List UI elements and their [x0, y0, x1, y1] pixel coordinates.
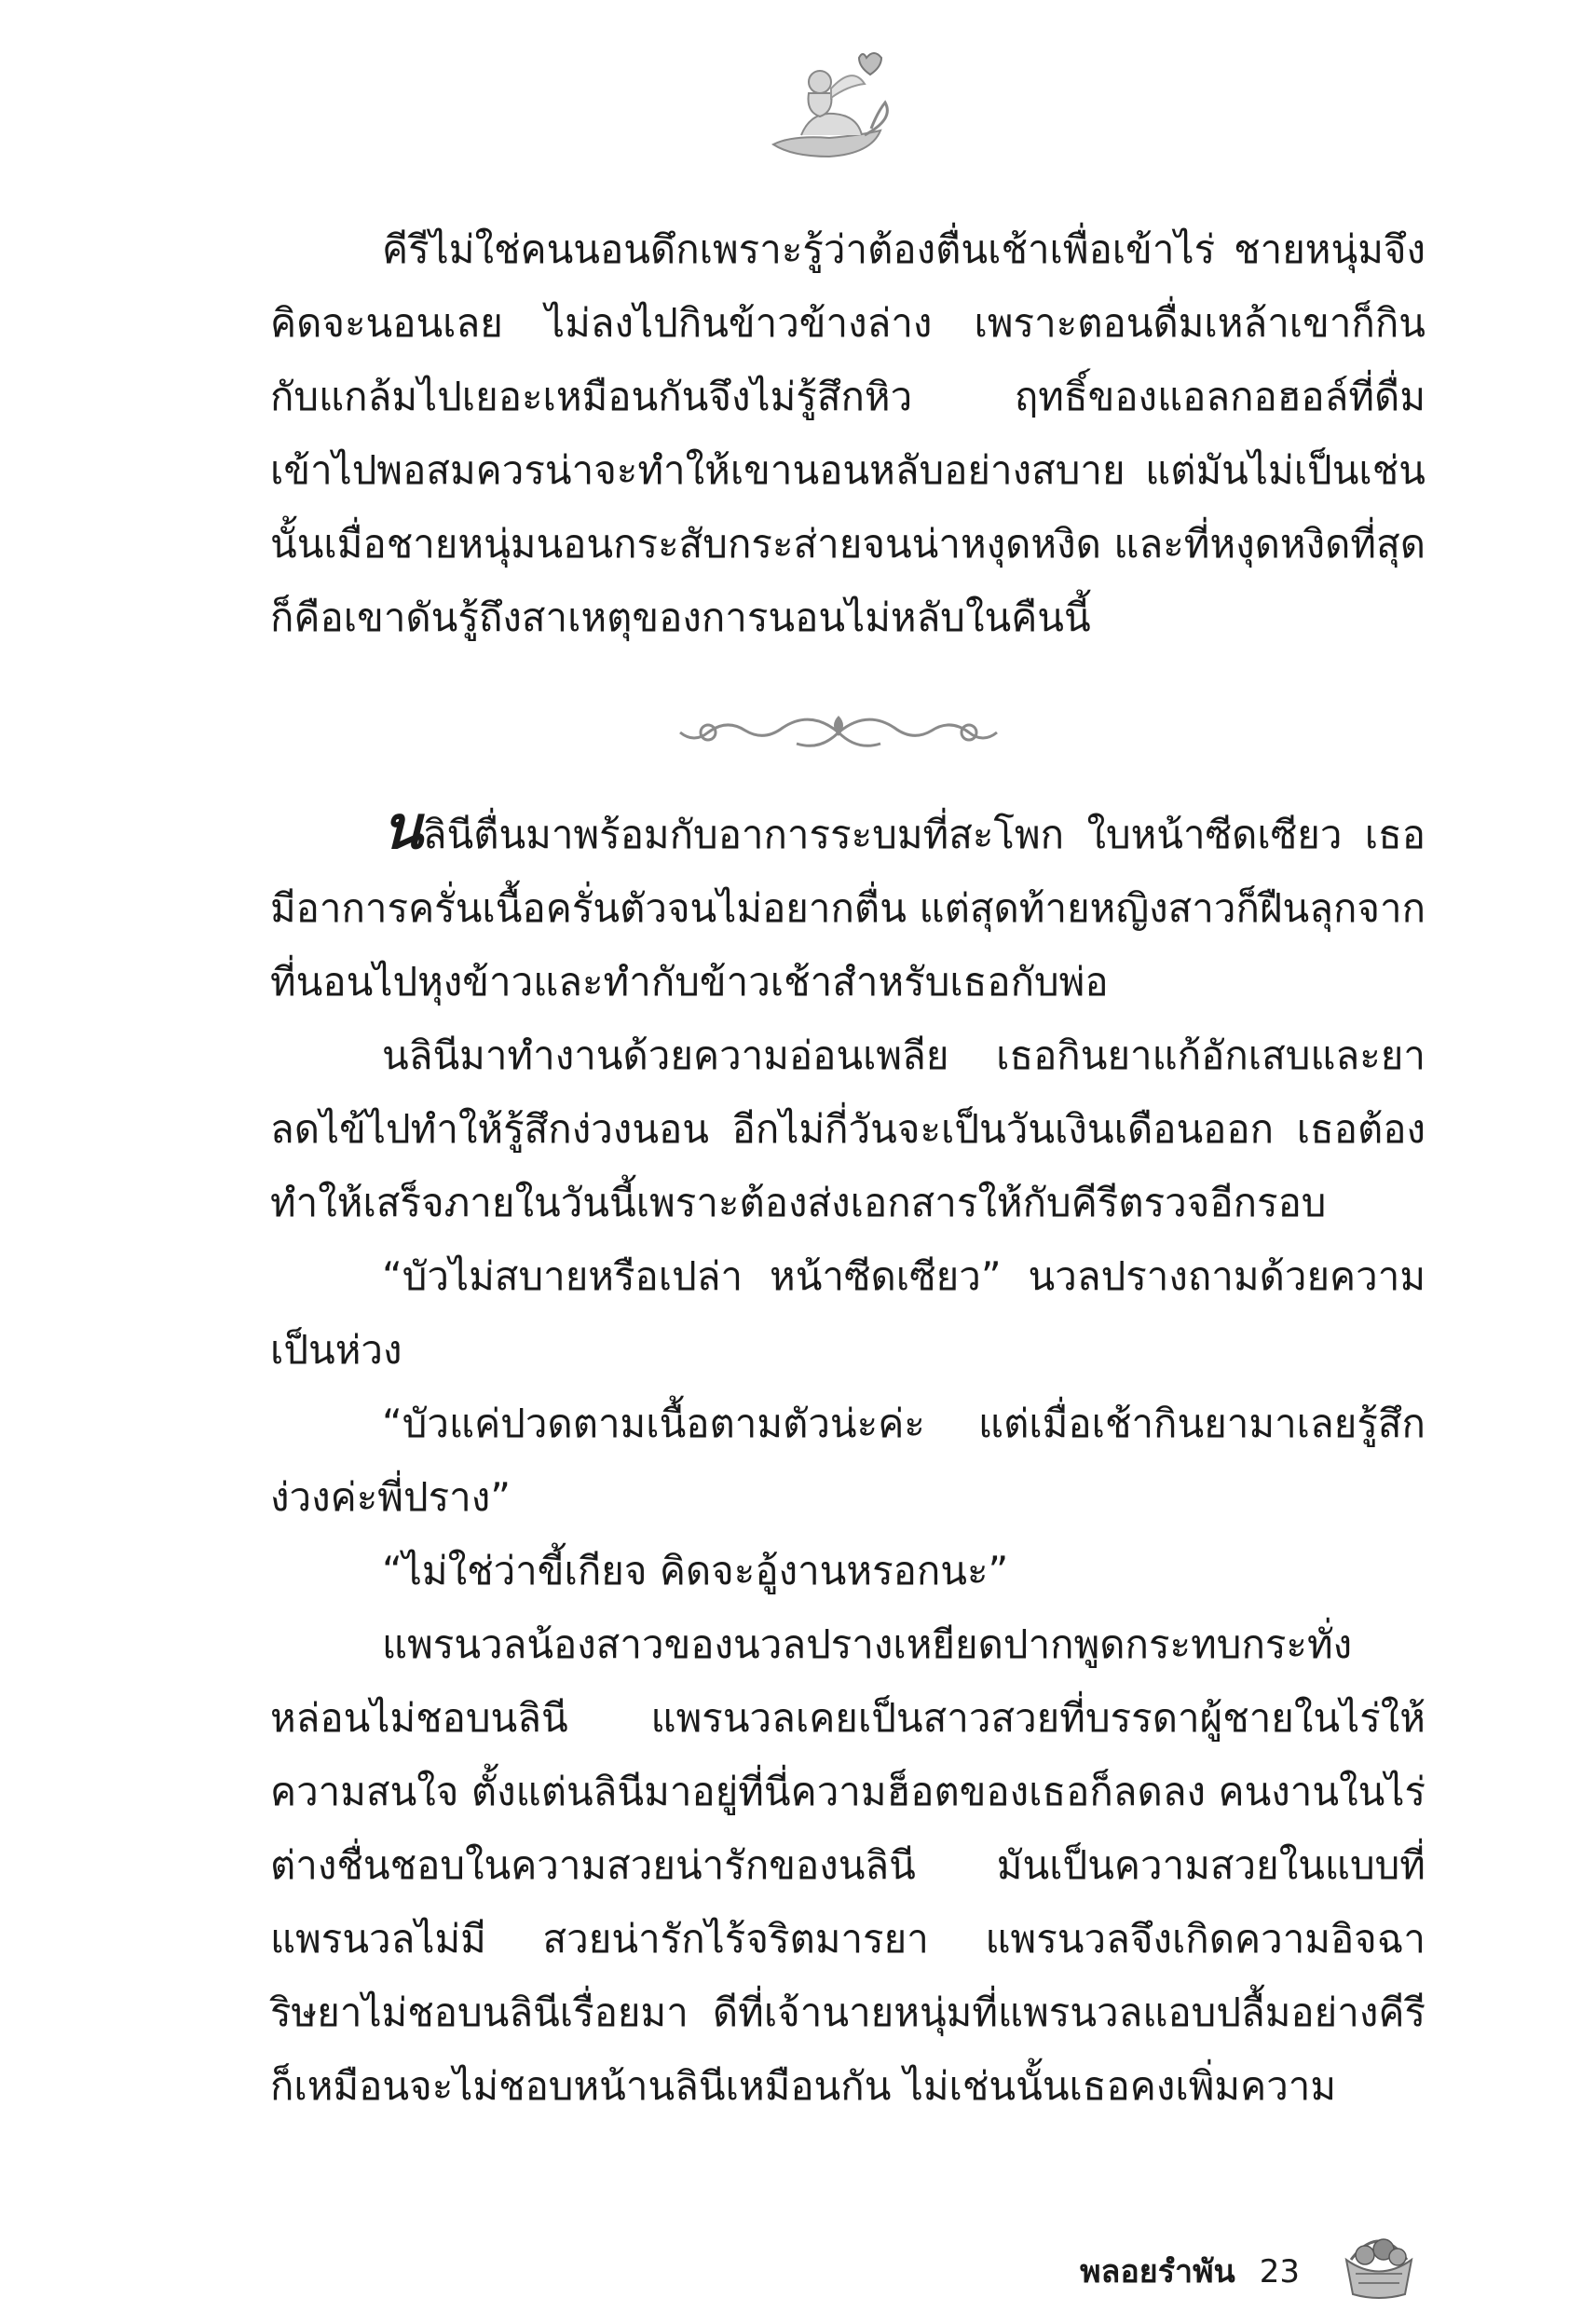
book-title: พลอยรำพัน	[1080, 2253, 1235, 2290]
paragraph: คีรีไม่ใช่คนนอนดึกเพราะรู้ว่าต้องตื่นเช้าเพื่อเข้าไร่ ชายหนุ่มจึงคิดจะนอนเลย ไม่ลงไปกินข้าวข้างล่าง เพราะตอนดื่มเหล้าเขาก็กินกับแกล้มไปเยอะเหมือนกันจึงไม่รู้สึกหิว ฤทธิ์ของแอลกอฮอล์ที่ดื่มเข้าไปพอสมควรน่าจะทำให้เขานอนหลับอย่างสบาย แต่มันไม่เป็นเช่นนั้นเมื่อชายหนุ่มนอนกระสับกระส่ายจนน่าหงุดหงิด และที่หงุดหงิดที่สุดก็คือเขาดันรู้ถึงสาเหตุของการนอนไม่หลับในคืนนี้	[270, 226, 1425, 640]
page-footer	[1080, 2246, 1300, 2296]
section-2-text	[270, 793, 1425, 2123]
flower-basket-icon	[1332, 2218, 1425, 2302]
cupid-teapot-ornament-icon	[755, 47, 904, 168]
paragraph: แพรนวลน้องสาวของนวลปรางเหยียดปากพูดกระทบกระทั่ง หล่อนไม่ชอบนลินี แพรนวลเคยเป็นสาวสวยที่บรรดาผู้ชายในไร่ให้ความสนใจ ตั้งแต่นลินีมาอยู่ที่นี่ความฮ็อตของเธอก็ลดลง คนงานในไร่ต่างชื่นชอบในความสวยน่ารักของนลินี มันเป็นความสวยในแบบที่แพรนวลไม่มี สวยน่ารักไร้จริตมารยา แพรนวลจึงเกิดความอิจฉาริษยาไม่ชอบนลินีเรื่อยมา ดีที่เจ้านายหนุ่มที่แพรนวลแอบปลื้มอย่างคีรีก็เหมือนจะไม่ชอบหน้านลินีเหมือนกัน ไม่เช่นนั้นเธอคงเพิ่มความ	[270, 1621, 1425, 2109]
section-1-text	[270, 212, 1425, 654]
floral-divider-icon	[652, 695, 1025, 770]
paragraph: “ไม่ใช่ว่าขี้เกียจ คิดจะอู้งานหรอกนะ”	[382, 1548, 1009, 1593]
paragraph: “บัวแค่ปวดตามเนื้อตามตัวน่ะค่ะ แต่เมื่อเช้ากินยามาเลยรู้สึกง่วงค่ะพี่ปราง”	[270, 1401, 1425, 1520]
paragraph-with-dropcap	[270, 793, 1425, 1019]
page-number: 23	[1259, 2253, 1300, 2290]
paragraph: นลินีมาทำงานด้วยความอ่อนเพลีย เธอกินยาแก้อักเสบและยาลดไข้ไปทำให้รู้สึกง่วงนอน อีกไม่กี่วันจะเป็นวันเงินเดือนออก เธอต้องทำให้เสร็จภายในวันนี้เพราะต้องส่งเอกสารให้กับคีรีตรวจอีกรอบ	[270, 1032, 1425, 1225]
dropcap: น	[382, 793, 423, 863]
paragraph: “บัวไม่สบายหรือเปล่า หน้าซีดเซียว” นวลปรางถามด้วยความเป็นห่วง	[270, 1253, 1425, 1373]
paragraph-rest: ลินีตื่นมาพร้อมกับอาการระบมที่สะโพก ใบหน้าซีดเซียว เธอมีอาการครั่นเนื้อครั่นตัวจนไม่อยากตื่น แต่สุดท้ายหญิงสาวก็ฝืนลุกจากที่นอนไปหุงข้าวและทำกับข้าวเช้าสำหรับเธอกับพ่อ	[270, 812, 1425, 1005]
